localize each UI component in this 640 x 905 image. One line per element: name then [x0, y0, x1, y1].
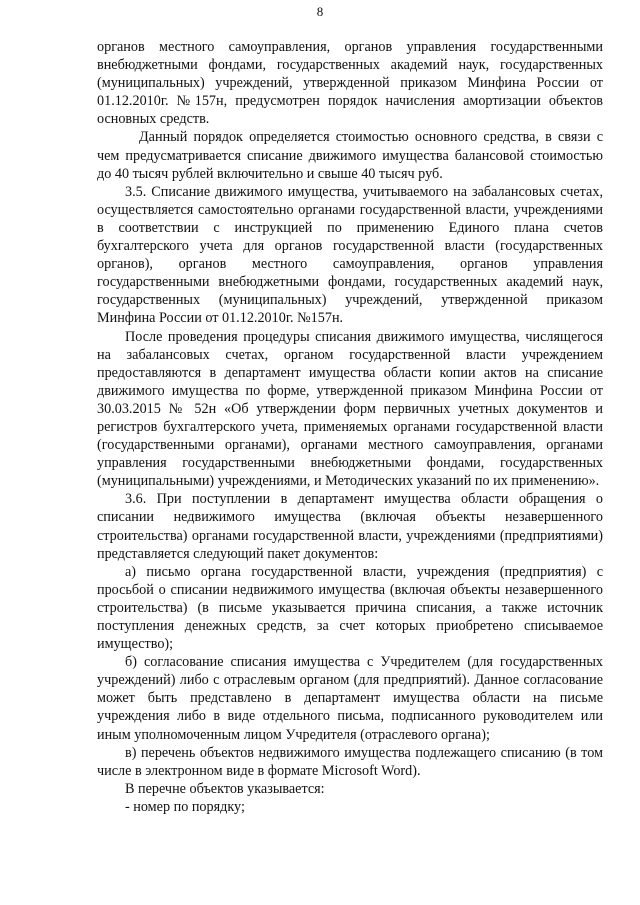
list-item-number: - номер по порядку;: [125, 798, 245, 815]
document-body: [97, 38, 603, 816]
paragraph-continuation: органов местного самоуправления, органов управления государственными внебюджетными фондами, государственных академий наук, государственных (муниципальных) учреждений, утвержденной приказом Минфина России от 01.12.2010г. №157н, предусмотрен порядок начисления амортизации объектов основных средств.: [97, 39, 603, 128]
page-number: 8: [316, 4, 324, 19]
paragraph-list-intro: В перечне объектов указывается:: [125, 780, 325, 797]
paragraph-3-6: 3.6. При поступлении в департамент имущества области обращения о списании недвижимого имущества (включая объекты незавершенного строительства) органами государственной власти, учреждениями (предприятиями) представляется следующий пакет документов:: [97, 491, 603, 562]
paragraph-3-5: 3.5. Списание движимого имущества, учитываемого на забалансовых счетах, осуществляется самостоятельно органами государственной власти, учреждениями в соответствии с инструкцией по применению Единого плана счетов бухгалтерского учета для органов государственной власти (государственных органов), органов местного самоуправления, органов управления государственными внебюджетными фондами, государственных академий наук, государственных (муниципальных) учреждений, утвержденной приказом Минфина России от 01.12.2010г. №157н.: [97, 183, 603, 327]
list-item-b: б) согласование списания имущества с Учредителем (для государственных учреждений) либо с отраслевым органом (для предприятий). Данное согласование может быть представлено в департамент имущества области на письме учреждения либо в виде отдельного письма, подписанного руководителем или иным уполномоченным лицом Учредителя (отраслевого органа);: [97, 654, 603, 743]
list-item-v: в) перечень объектов недвижимого имущества подлежащего списанию (в том числе в электронном виде в формате Microsoft Word).: [97, 744, 603, 779]
list-item-a: а) письмо органа государственной власти, учреждения (предприятия) с просьбой о списании недвижимого имущества (включая объекты незавершенного строительства) (в письме указывается причина списания, а также источник поступления денежных средств, за счет которых приобретено списываемое имущество);: [97, 563, 603, 653]
paragraph-after-procedure: После проведения процедуры списания движимого имущества, числящегося на забалансовых счетах, органом государственной власти учреждением предоставляются в департамент имущества области копии актов на списание движимого имущества по форме, утвержденной приказом Минфина России от 30.03.2015 № 52н «Об утверждении форм первичных учетных документов и регистров бухгалтерского учета, применяемых органами государственной власти (государственными органами), органами местного самоуправления, органами управления государственными внебюджетными фондами, государственных (муниципальными) учреждениями, и Методических указаний по их применению».: [97, 328, 603, 490]
paragraph-cost-order: Данный порядок определяется стоимостью основного средства, в связи с чем предусматривается списание движимого имущества балансовой стоимостью до 40 тысяч рублей включительно и свыше 40 тысяч руб.: [97, 129, 603, 182]
